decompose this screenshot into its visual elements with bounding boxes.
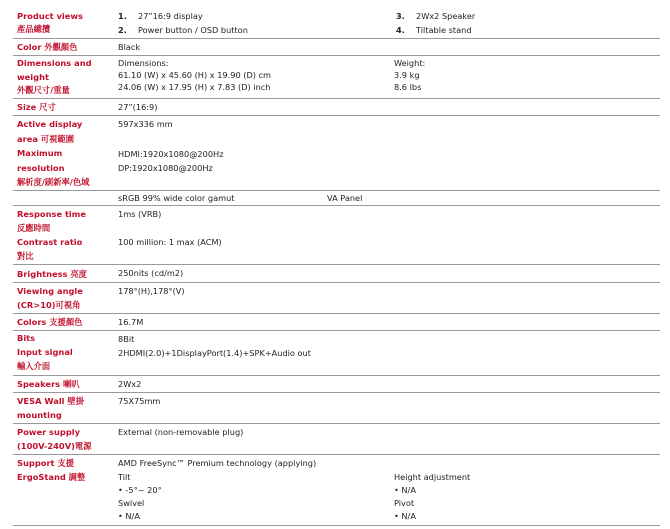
item-number: 2. [118,25,127,35]
spec-label: Color 外觀顏色 [17,42,78,52]
label-en: resolution [17,162,65,173]
spec-row-response [13,206,660,265]
label-zh: (CR>10)可視角 [17,300,81,310]
label-en: Active display [17,119,83,129]
spec-label [17,394,113,422]
spec-label [17,425,113,453]
label-en: Dimensions and [17,58,92,68]
spec-row-color [13,39,660,56]
resolution-block [118,147,224,175]
spec-row-support [13,455,660,526]
views-list-left [118,9,248,37]
label-zh: 外觀尺寸/重量 [17,85,70,95]
label-zh: 解析度/刷新率/色域 [17,177,90,187]
views-item [118,9,248,23]
label-en: Input signal [17,347,73,357]
views-item [396,9,475,23]
label-en: mounting [17,410,62,420]
spec-label [17,57,113,98]
label-en: Response time [17,209,87,219]
weight-kg: 3.9 kg [394,70,420,80]
spec-label [17,207,113,263]
pivot-title: Pivot [394,498,415,508]
pivot-value: • N/A [394,511,416,521]
label-en: Product views [17,11,83,21]
spec-label: Brightness 亮度 [17,269,87,279]
label-en: weight [17,71,49,82]
swivel-value: • N/A [118,511,140,521]
label-ergostand: ErgoStand 調整 [17,472,86,482]
label-zh: 對比 [17,251,34,261]
spec-label: Size 尺寸 [17,102,56,112]
resolution-hdmi: HDMI:1920x1080@200Hz [118,149,224,159]
spec-row-gamut [13,191,660,206]
input-value: 2HDMI(2.0)+1DisplayPort(1.4)+SPK+Audio out [118,348,311,358]
panel-type: VA Panel [327,193,363,203]
label-en: VESA Wall 壁掛 [17,396,84,406]
label-en: Maximum [17,148,63,158]
item-text: 2Wx2 Speaker [416,11,476,21]
dimensions-title: Dimensions: [118,58,169,68]
spec-row-brightness [13,265,660,283]
weight-block [394,57,425,93]
dimensions-cm: 61.10 (W) x 45.60 (H) x 19.90 (D) cm [118,70,272,80]
resolution-dp: DP:1920x1080@200Hz [118,163,213,173]
weight-lbs: 8.6 lbs [394,82,422,92]
spec-row-display [13,116,660,191]
item-text: Power button / OSD button [138,25,248,35]
label-zh: 輸入介面 [17,361,51,371]
spec-label: Colors 支援顏色 [17,317,83,327]
spec-row-size [13,99,660,116]
label-support: Support 支援 [17,458,75,468]
active-area-value: 597x336 mm [118,119,173,129]
gamut-value: sRGB 99% wide color gamut [118,193,235,203]
spec-row-speakers [13,376,660,393]
spec-label [17,117,113,190]
dimensions-inch: 24.06 (W) x 17.95 (H) x 7.83 (D) inch [118,82,271,92]
spec-value: Black [118,42,141,52]
weight-title: Weight: [394,58,426,68]
tilt-title: Tilt [118,472,131,482]
spec-row-power [13,424,660,455]
label-zh: area 可視範圍 [17,133,74,144]
bits-value: 8Bit [118,334,135,344]
support-value: AMD FreeSync™ Premium technology (applying) [118,458,317,468]
label-zh: 反應時間 [17,223,51,233]
spec-label [17,10,113,36]
label-zh: (100V-240V)電源 [17,441,92,451]
dimensions-block [118,57,271,93]
item-number: 1. [118,11,127,21]
label-en: Power supply [17,427,81,437]
spec-row-bits-input [13,331,660,376]
ergo-right-block [394,471,470,523]
spec-value: 75X75mm [118,396,161,406]
spec-value: 250nits (cd/m2) [118,268,184,278]
spec-sheet [13,8,660,526]
views-list-right [396,9,475,37]
label-en: Bits [17,333,36,343]
spec-value: 2Wx2 [118,379,142,389]
label-en: Contrast ratio [17,237,83,247]
views-item [396,23,475,37]
label-en: Viewing angle [17,286,83,296]
spec-value: 27”(16:9) [118,102,158,112]
spec-row-dimensions [13,56,660,99]
tilt-value: • -5°~ 20° [118,485,162,495]
label-zh: 產品總攬 [17,24,51,34]
spec-value: External (non-removable plug) [118,427,244,437]
spec-label [17,456,113,484]
ergo-left-block [118,471,162,523]
response-time-value: 1ms (VRB) [118,209,162,219]
bits-input-block [118,332,311,360]
height-value: • N/A [394,485,416,495]
spec-row-vesa [13,393,660,424]
swivel-title: Swivel [118,498,145,508]
spec-value: 16.7M [118,317,144,327]
spec-label: Speakers 喇叭 [17,379,80,389]
height-title: Height adjustment [394,472,471,482]
item-text: 27”16:9 display [138,11,203,21]
spec-row-viewing-angle [13,283,660,314]
contrast-value: 100 million: 1 max (ACM) [118,237,222,247]
spec-value: 178°(H),178°(V) [118,286,185,296]
spec-label [17,331,113,373]
views-item [118,23,248,37]
spec-label [17,284,113,312]
item-number: 3. [396,11,405,21]
item-number: 4. [396,25,405,35]
item-text: Tiltable stand [416,25,472,35]
spec-row-colors [13,314,660,331]
spec-row-product-views [13,8,660,39]
